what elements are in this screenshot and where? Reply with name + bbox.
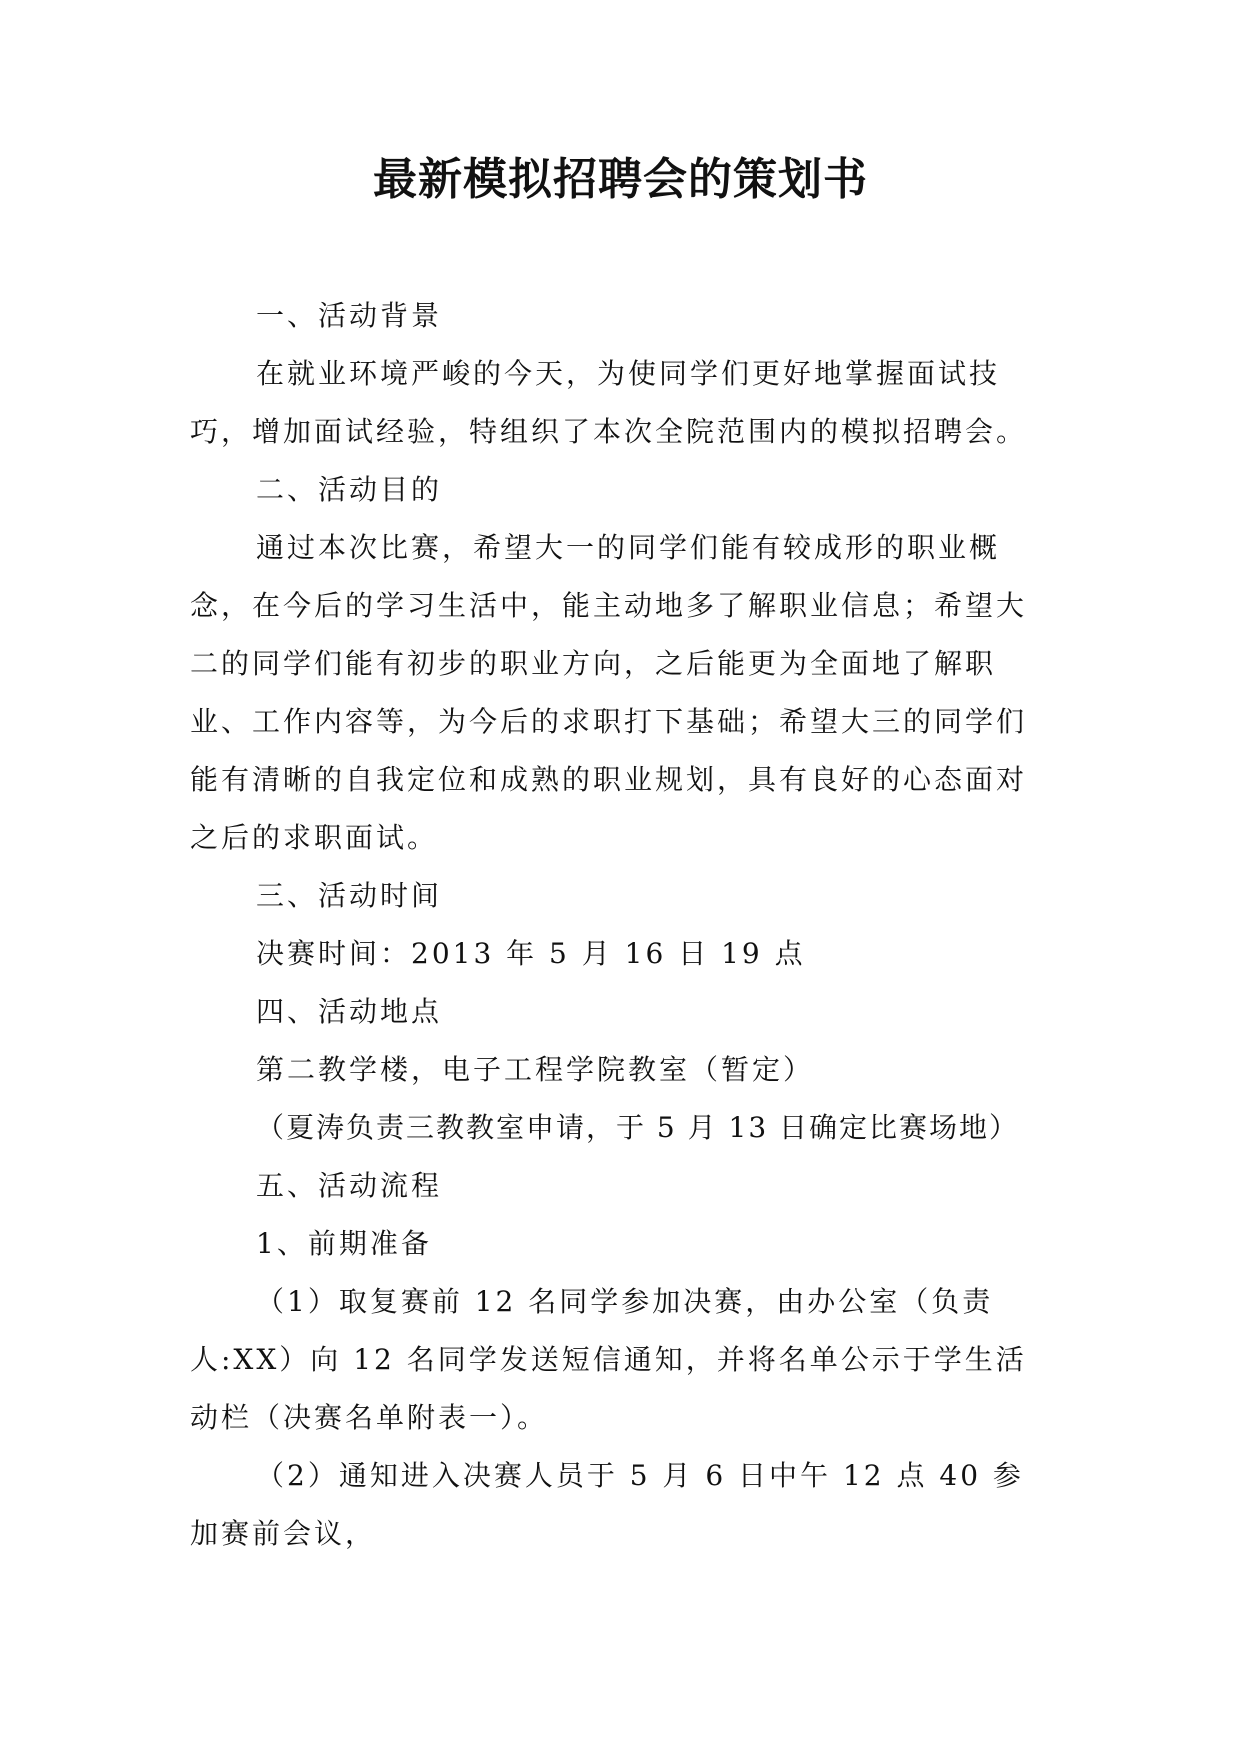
paragraph-background: 在就业环境严峻的今天，为使同学们更好地掌握面试技巧，增加面试经验，特组织了本次全院范围内的模拟招聘会。	[190, 357, 1028, 448]
document-title: 最新模拟招聘会的策划书	[373, 154, 868, 205]
location-note: （夏涛负责三教教室申请，于 5 月 13 日确定比赛场地）	[256, 1111, 1020, 1144]
section-heading-purpose: 二、活动目的	[256, 473, 443, 506]
final-time-line: 决赛时间：2013 年 5 月 16 日 19 点	[256, 937, 806, 970]
section-heading-location: 四、活动地点	[256, 995, 443, 1028]
section-heading-process: 五、活动流程	[256, 1169, 443, 1202]
list-item-1: （1）取复赛前 12 名同学参加决赛，由办公室（负责人:XX）向 12 名同学发送短信通知，并将名单公示于学生活动栏（决赛名单附表一）。	[190, 1285, 1027, 1434]
paragraph-purpose: 通过本次比赛，希望大一的同学们能有较成形的职业概念，在今后的学习生活中，能主动地多了解职业信息；希望大二的同学们能有初步的职业方向，之后能更为全面地了解职业、工作内容等，为今后的求职打下基础；希望大三的同学们能有清晰的自我定位和成熟的职业规划，具有良好的心态面对之后的求职面试。	[190, 531, 1028, 854]
document-body	[190, 287, 1050, 1563]
subheading-preparation: 1、前期准备	[256, 1227, 432, 1260]
section-heading-time: 三、活动时间	[256, 879, 443, 912]
section-heading-background: 一、活动背景	[256, 299, 443, 332]
location-line: 第二教学楼，电子工程学院教室（暂定）	[256, 1053, 815, 1086]
list-item-2: （2）通知进入决赛人员于 5 月 6 日中午 12 点 40 参加赛前会议，	[190, 1459, 1024, 1550]
